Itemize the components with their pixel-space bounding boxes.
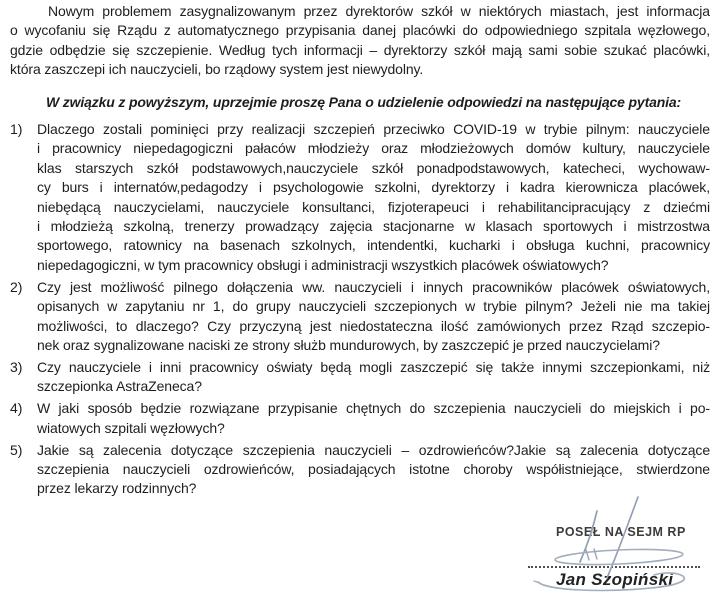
text-line: Nowym problemem zasygnalizowanym przez dyrektorów szkół w niektórych miastach, jest informacja bbox=[48, 3, 710, 19]
text-line: Jakie są zalecenia dotyczące szczepienia nauczycieli – ozdrowieńców?Jakie są zalecenia dotyczące bbox=[37, 441, 710, 458]
text-line: Dlaczego zostali pominięci przy realizacji szczepień przeciwko COVID-19 w trybie pilnym: nauczyciele bbox=[37, 121, 710, 138]
text-line: niepedagogiczni, w tym pracownicy obsługi i administracji wszystkich placówek oświatowych? bbox=[37, 256, 609, 273]
question-item-2 bbox=[10, 278, 710, 356]
text-line: W jaki sposób będzie rozwiązane przypisanie chętnych do szczepienia nauczycieli do miejskich i po- bbox=[37, 400, 710, 417]
text-line: przez lekarzy rodzinnych? bbox=[37, 480, 197, 497]
text-line: nek oraz sygnalizowane naciski ze strony służb mundurowych, by zaszczepić je przed nauczycielami? bbox=[37, 337, 660, 353]
text-line: o wycofaniu się Rządu z automatycznego przypisania danej placówki do odpowiedniego szpitala węzłowego, bbox=[10, 22, 710, 39]
text-line: która zaszczepi ich nauczycieli, bo rządowy system jest niewydolny. bbox=[10, 61, 424, 78]
signature-dotted-line bbox=[528, 566, 700, 568]
text-line: cy burs i internatów,pedagodzy i psychologowie szkolni, dyrektorzy i kadra kierownicza placówek, bbox=[37, 179, 710, 196]
question-number: 5) bbox=[10, 441, 23, 458]
text-line: i pracownicy niepedagogiczni pałaców młodzieży oraz młodzieżowych domów kultury, nauczyciele bbox=[37, 140, 710, 157]
text-line: Czy jest możliwość pilnego dołączenia ww. nauczycieli i innych pracowników placówek oświatowych, bbox=[37, 278, 710, 295]
question-text bbox=[37, 278, 710, 356]
text-line: opisanych w zapytaniu nr 1, do grupy nauczycieli szczepionych w trybie pilnym? Jeżeli nie ma takiej bbox=[37, 298, 710, 315]
text-line: i młodzieżą szkolną, trenerzy prowadzący zajęcia stacjonarne w klasach sportowych i mistrzostwa bbox=[37, 218, 710, 235]
question-number: 1) bbox=[10, 121, 23, 138]
signature-name: Jan Szopiński bbox=[556, 570, 674, 589]
text-line: sportowego, ratownicy na basenach szkolnych, intendentki, kucharki i obsługa kuchni, pracownicy bbox=[37, 237, 710, 254]
request-line: W związku z powyższym, uprzejmie proszę Pana o udzielenie odpowiedzi na następujące pytania: bbox=[46, 93, 682, 110]
text-line: wiatowych szpitali węzłowych? bbox=[37, 419, 225, 436]
text-line: gdzie odbędzie się szczepienie. Według tych informacji – dyrektorzy szkół mają sami sobie szukać placówki, bbox=[10, 41, 710, 58]
question-item-1 bbox=[10, 120, 710, 275]
question-number: 4) bbox=[10, 400, 23, 417]
text-line: niebędącą nauczycielami, nauczyciele konsultanci, fizjoterapeuci i rehabilitancipracujący z dziećmi bbox=[37, 198, 710, 215]
signature-block bbox=[450, 486, 712, 598]
text-line: możliwości, to dlaczego? Czy przyczyną jest niedostateczna ilość zamówionych przez Rząd szczepio- bbox=[37, 317, 710, 334]
question-text bbox=[37, 358, 710, 397]
signature-title: POSEŁ NA SEJM RP bbox=[556, 525, 686, 539]
question-item-3 bbox=[10, 358, 710, 397]
question-text bbox=[37, 120, 710, 275]
question-item-4 bbox=[10, 399, 710, 438]
text-line: szczepionka AstraZeneca? bbox=[37, 378, 202, 395]
text-line: klas starszych szkół podstawowych,nauczyciele szkół ponadpodstawowych, katecheci, wychowaw- bbox=[37, 159, 710, 176]
text-line: Czy nauczyciele i inni pracownicy oświaty będą mogli zaszczepić się także innymi szczepionkami, niż bbox=[37, 358, 710, 375]
text-line: szczepienia nauczycieli ozdrowieńców, posiadających istotne choroby współistniejące, stwierdzone bbox=[37, 460, 710, 477]
question-number: 3) bbox=[10, 358, 23, 375]
question-number: 2) bbox=[10, 278, 23, 295]
intro-paragraph bbox=[10, 2, 710, 80]
question-text bbox=[37, 399, 710, 438]
